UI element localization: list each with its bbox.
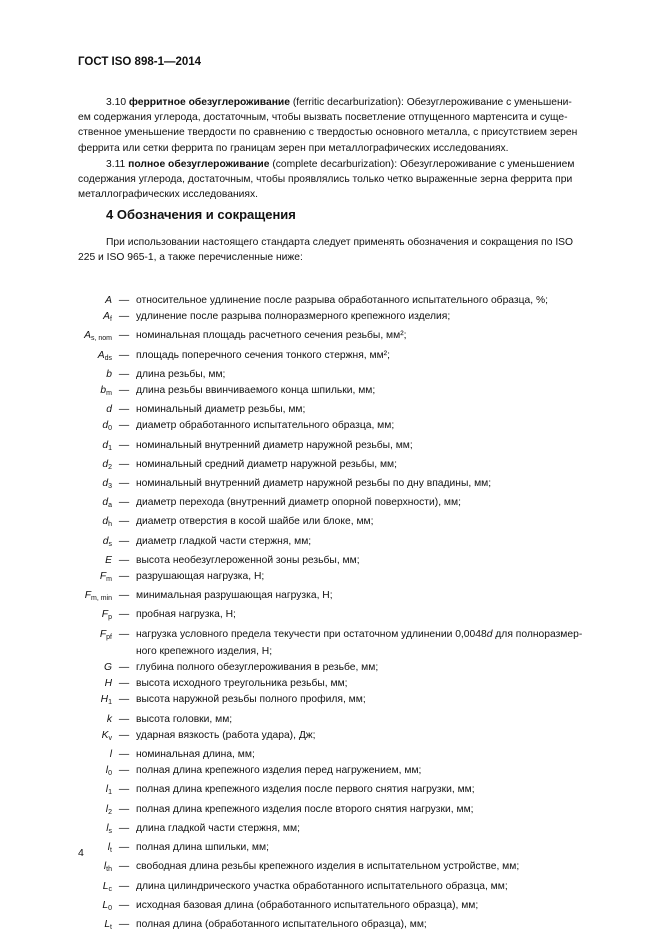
symbol-subscript: t (110, 847, 112, 855)
symbol-letter: F (84, 590, 91, 602)
dash-separator: — (118, 554, 130, 566)
symbol (0, 917, 112, 936)
symbol-definition: свободная длина резьбы крепежного изделия в испытательном устройстве, мм; (136, 861, 520, 873)
symbol-letter: E (105, 554, 112, 566)
term-title: ферритное обезуглероживание (128, 97, 290, 108)
dash-separator: — (118, 803, 130, 815)
symbol-subscript: 0 (108, 770, 112, 778)
symbol-subscript: p (108, 614, 112, 622)
symbol (0, 514, 112, 533)
symbol-letter: L (102, 899, 109, 911)
symbol-definition: минимальная разрушающая нагрузка, Н; (136, 590, 333, 602)
symbol-subscript: th (106, 866, 112, 874)
symbol-row (0, 712, 661, 728)
dash-separator: — (118, 678, 130, 690)
symbol (0, 859, 112, 878)
symbol-definition: длина цилиндрического участка обработанного испытательного образца, мм; (136, 880, 508, 892)
symbol-definition: высота головки, мм; (136, 713, 233, 725)
symbol-row (0, 802, 661, 821)
dash-separator: — (118, 295, 130, 306)
symbol-letter: l (105, 784, 109, 796)
symbol (0, 763, 112, 782)
symbol-definition: пробная нагрузка, Н; (136, 609, 236, 621)
dash-separator: — (118, 609, 130, 621)
symbol-subscript: s (108, 827, 112, 835)
symbol-subscript: 0 (108, 425, 112, 433)
dash-separator: — (118, 899, 130, 911)
symbol-definition: исходная базовая длина (обработанного испытательного образца), мм; (136, 899, 479, 911)
section-heading: 4 Обозначения и сокращения (106, 207, 296, 222)
symbol-row (0, 840, 661, 859)
symbol (0, 712, 112, 728)
symbol-row (0, 627, 661, 646)
symbol-letter: d (102, 516, 109, 528)
symbol-subscript: 2 (108, 463, 112, 471)
symbol-definition: длина резьбы, мм; (136, 368, 226, 380)
symbol-subscript: 2 (108, 808, 112, 816)
dash-separator: — (118, 628, 130, 640)
intro-paragraph (78, 235, 611, 265)
symbol-definition: высота исходного треугольника резьбы, мм; (136, 678, 348, 690)
dash-separator: — (118, 368, 130, 380)
symbol-subscript: v (108, 734, 112, 742)
symbol (0, 802, 112, 821)
symbol (0, 348, 112, 367)
term-3-10-line-2: ем содержания углерода, достаточным, чтобы вызвать посветление отпущенного мартенсита и суще- (78, 112, 568, 124)
term-3-11-line-2: содержания углерода, достаточным, чтобы проявлялись только четко выраженные зерна феррита при (78, 174, 573, 186)
dash-separator: — (118, 385, 130, 397)
symbol-row (0, 328, 661, 347)
symbol-definition: номинальная длина, мм; (136, 749, 255, 761)
dash-separator: — (118, 404, 130, 416)
dash-separator: — (118, 784, 130, 796)
term-number: 3.10 (106, 97, 127, 108)
symbol (0, 495, 112, 514)
term-3-10-line-1: 3.10 ферритное обезуглероживание (ferritic decarburization): Обезуглероживание с уменьшени- (106, 97, 572, 108)
symbol-letter: F (99, 571, 107, 583)
symbol-letter: F (99, 628, 107, 640)
symbol-row (0, 660, 661, 676)
dash-separator: — (118, 749, 130, 761)
symbol-definition: глубина полного обезуглероживания в резьбе, мм; (136, 662, 379, 674)
term-3-11-line-3: металлографических исследованиях. (78, 189, 258, 201)
symbol-subscript: 1 (108, 789, 112, 797)
page-number: 4 (78, 847, 84, 859)
symbol-letter: A (105, 295, 112, 306)
symbol-definition: полная длина шпильки, мм; (136, 842, 269, 854)
symbol-row (0, 569, 661, 588)
symbol-definition: ударная вязкость (работа удара), Дж; (136, 729, 316, 741)
symbol-row (0, 782, 661, 801)
symbol-letter: H (100, 694, 109, 706)
symbol (0, 328, 112, 347)
symbol-subscript: t (110, 923, 112, 931)
symbol-subscript: pf (106, 633, 112, 641)
symbol-letter: l (107, 842, 111, 854)
symbol-subscript: m (106, 576, 112, 584)
term-3-10-line-4: феррита или сетки феррита по границам зерен при металлографических исследованиях. (78, 142, 509, 154)
symbol-letter: k (106, 713, 112, 725)
symbols-list (0, 293, 661, 936)
symbol-subscript: m, min (91, 595, 112, 603)
symbol-letter: F (101, 609, 109, 621)
symbol-definition: удлинение после разрыва полноразмерного крепежного изделия; (136, 311, 451, 323)
document-header: ГОСТ ISO 898-1—2014 (78, 56, 202, 68)
symbol (0, 879, 112, 898)
dash-separator: — (118, 694, 130, 706)
symbol-letter: d (106, 404, 112, 416)
symbol-row (0, 821, 661, 840)
intro-line-1: При использовании настоящего стандарта следует применять обозначения и сокращения по ISO (106, 237, 574, 248)
symbol-subscript: f (110, 316, 112, 324)
symbol-definition: длина резьбы ввинчиваемого конца шпильки, мм; (136, 385, 376, 397)
symbol-letter: d (102, 458, 109, 470)
dash-separator: — (118, 842, 130, 854)
symbol-row (0, 898, 661, 917)
symbol-letter: L (104, 918, 111, 930)
symbol-row (0, 495, 661, 514)
symbol-subscript: a (108, 502, 112, 510)
symbol-row (0, 348, 661, 367)
symbol-letter: d (102, 439, 109, 451)
symbol-definition: диаметр перехода (внутренний диаметр опорной поверхности), мм; (136, 497, 461, 509)
symbol (0, 383, 112, 402)
symbol-subscript: s (108, 540, 112, 548)
term-3-11-paragraph (78, 157, 611, 203)
symbol-letter: l (106, 822, 109, 834)
symbol-letter: H (104, 678, 112, 690)
symbol (0, 569, 112, 588)
symbol-subscript: 1 (108, 699, 112, 707)
symbol-letter: d (102, 497, 109, 509)
dash-separator: — (118, 822, 130, 834)
dash-separator: — (118, 590, 130, 602)
symbol-row (0, 534, 661, 553)
symbol (0, 747, 112, 763)
symbol-row (0, 607, 661, 626)
symbol-definition: нагрузка условного предела текучести при остаточном удлинении 0,0048d для полноразмер- (136, 628, 583, 640)
dash-separator: — (118, 713, 130, 725)
symbol-row (0, 553, 661, 569)
symbol-definition: диаметр обработанного испытательного образца, мм; (136, 420, 395, 432)
dash-separator: — (118, 765, 130, 777)
symbol-definition: полная длина крепежного изделия перед нагружением, мм; (136, 765, 422, 777)
term-3-10-line-3: ственное уменьшение твердости по сравнению с твердостью основного металла, с присутствием зерен (78, 127, 578, 139)
symbol-letter: l (105, 803, 109, 815)
symbol-letter: L (102, 880, 109, 892)
symbol-definition: номинальная площадь расчетного сечения резьбы, мм²; (136, 330, 407, 342)
symbol-subscript: h (108, 521, 112, 529)
symbol-row (0, 917, 661, 936)
symbol-row (0, 588, 661, 607)
symbol-subscript: m (106, 390, 112, 398)
symbol (0, 692, 112, 711)
symbol-definition: полная длина крепежного изделия после первого снятия нагрузки, мм; (136, 784, 475, 796)
symbol (0, 367, 112, 383)
symbol-row (0, 457, 661, 476)
symbol (0, 553, 112, 569)
symbol-letter: A (97, 349, 105, 361)
symbol (0, 588, 112, 607)
dash-separator: — (118, 330, 130, 342)
dash-separator: — (118, 349, 130, 361)
symbol-letter: d (102, 535, 109, 547)
symbol-letter: l (105, 765, 109, 777)
symbol-row (0, 402, 661, 418)
symbol-row (0, 367, 661, 383)
symbol-definition: диаметр гладкой части стержня, мм; (136, 535, 312, 547)
symbol-subscript: 1 (108, 444, 112, 452)
symbol (0, 438, 112, 457)
symbol-letter: A (103, 311, 111, 323)
symbol (0, 402, 112, 418)
dash-separator: — (118, 420, 130, 432)
symbol-definition: высота наружной резьбы полного профиля, мм; (136, 694, 366, 706)
symbol-definition: высота необезуглероженной зоны резьбы, мм; (136, 554, 360, 566)
symbol-definition: полная длина (обработанного испытательного образца), мм; (136, 918, 427, 930)
symbol-definition: длина гладкой части стержня, мм; (136, 822, 300, 834)
symbol (0, 627, 112, 646)
symbol-definition: диаметр отверстия в косой шайбе или блоке, мм; (136, 516, 374, 528)
dash-separator: — (118, 571, 130, 583)
symbol-definition: полная длина крепежного изделия после второго снятия нагрузки, мм; (136, 803, 474, 815)
dash-separator: — (118, 880, 130, 892)
symbol (0, 309, 112, 328)
symbol (0, 607, 112, 626)
symbol-row (0, 763, 661, 782)
symbol-definition: номинальный средний диаметр наружной резьбы, мм; (136, 458, 397, 470)
symbol-letter: l (109, 749, 112, 761)
symbol (0, 782, 112, 801)
symbol-row (0, 859, 661, 878)
symbol (0, 840, 112, 859)
symbol (0, 293, 112, 309)
symbol-definition: площадь поперечного сечения тонкого стержня, мм²; (136, 349, 390, 361)
dash-separator: — (118, 439, 130, 451)
symbol-letter: G (103, 662, 112, 674)
dash-separator: — (118, 516, 130, 528)
dash-separator: — (118, 662, 130, 674)
dash-separator: — (118, 497, 130, 509)
symbol-definition-continuation: ного крепежного изделия, Н; (136, 645, 273, 657)
symbol-letter: K (101, 729, 109, 741)
symbol (0, 898, 112, 917)
symbol-definition: номинальный внутренний диаметр наружной резьбы, мм; (136, 439, 413, 451)
symbol-subscript: 3 (108, 483, 112, 491)
symbol-subscript: ds (104, 354, 112, 362)
symbol-letter: A (84, 330, 91, 342)
dash-separator: — (118, 729, 130, 741)
symbol-row (0, 293, 661, 309)
term-3-11-line-1: 3.11 полное обезуглероживание (complete decarburization): Обезуглероживание с уменьшением (106, 159, 575, 170)
dash-separator: — (118, 861, 130, 873)
dash-separator: — (118, 918, 130, 930)
dash-separator: — (118, 458, 130, 470)
symbol-row (0, 383, 661, 402)
symbol (0, 728, 112, 747)
symbol-subscript: s, nom (90, 335, 112, 343)
symbol (0, 821, 112, 840)
symbol-definition: относительное удлинение после разрыва обработанного испытательного образца, %; (136, 295, 549, 306)
symbol-row (0, 747, 661, 763)
symbol-letter: b (100, 385, 107, 397)
symbol (0, 660, 112, 676)
symbol-row (0, 676, 661, 692)
symbol (0, 476, 112, 495)
symbol-row (0, 418, 661, 437)
symbol-row (0, 514, 661, 533)
symbol (0, 534, 112, 553)
symbol-definition: разрушающая нагрузка, Н; (136, 571, 265, 583)
symbol-letter: b (106, 368, 112, 380)
symbol-subscript: 0 (108, 904, 112, 912)
symbol-subscript: c (108, 885, 112, 893)
symbol-letter: l (103, 861, 107, 873)
dash-separator: — (118, 311, 130, 323)
symbol-row (0, 879, 661, 898)
dash-separator: — (118, 478, 130, 490)
symbol-row (0, 728, 661, 747)
intro-line-2: 225 и ISO 965-1, а также перечисленные ниже: (78, 252, 303, 264)
symbol-row (0, 438, 661, 457)
term-3-10-paragraph (78, 95, 611, 156)
symbol-row (0, 309, 661, 328)
term-number: 3.11 (106, 159, 126, 170)
symbol-definition: номинальный внутренний диаметр наружной резьбы по дну впадины, мм; (136, 478, 492, 490)
symbol (0, 676, 112, 692)
term-title: полное обезуглероживание (128, 159, 270, 170)
symbol-row (0, 692, 661, 711)
symbol-row (0, 476, 661, 495)
symbol (0, 457, 112, 476)
symbol-definition: номинальный диаметр резьбы, мм; (136, 404, 306, 416)
symbol-letter: d (102, 478, 109, 490)
symbol (0, 418, 112, 437)
dash-separator: — (118, 535, 130, 547)
symbol-letter: d (102, 420, 109, 432)
